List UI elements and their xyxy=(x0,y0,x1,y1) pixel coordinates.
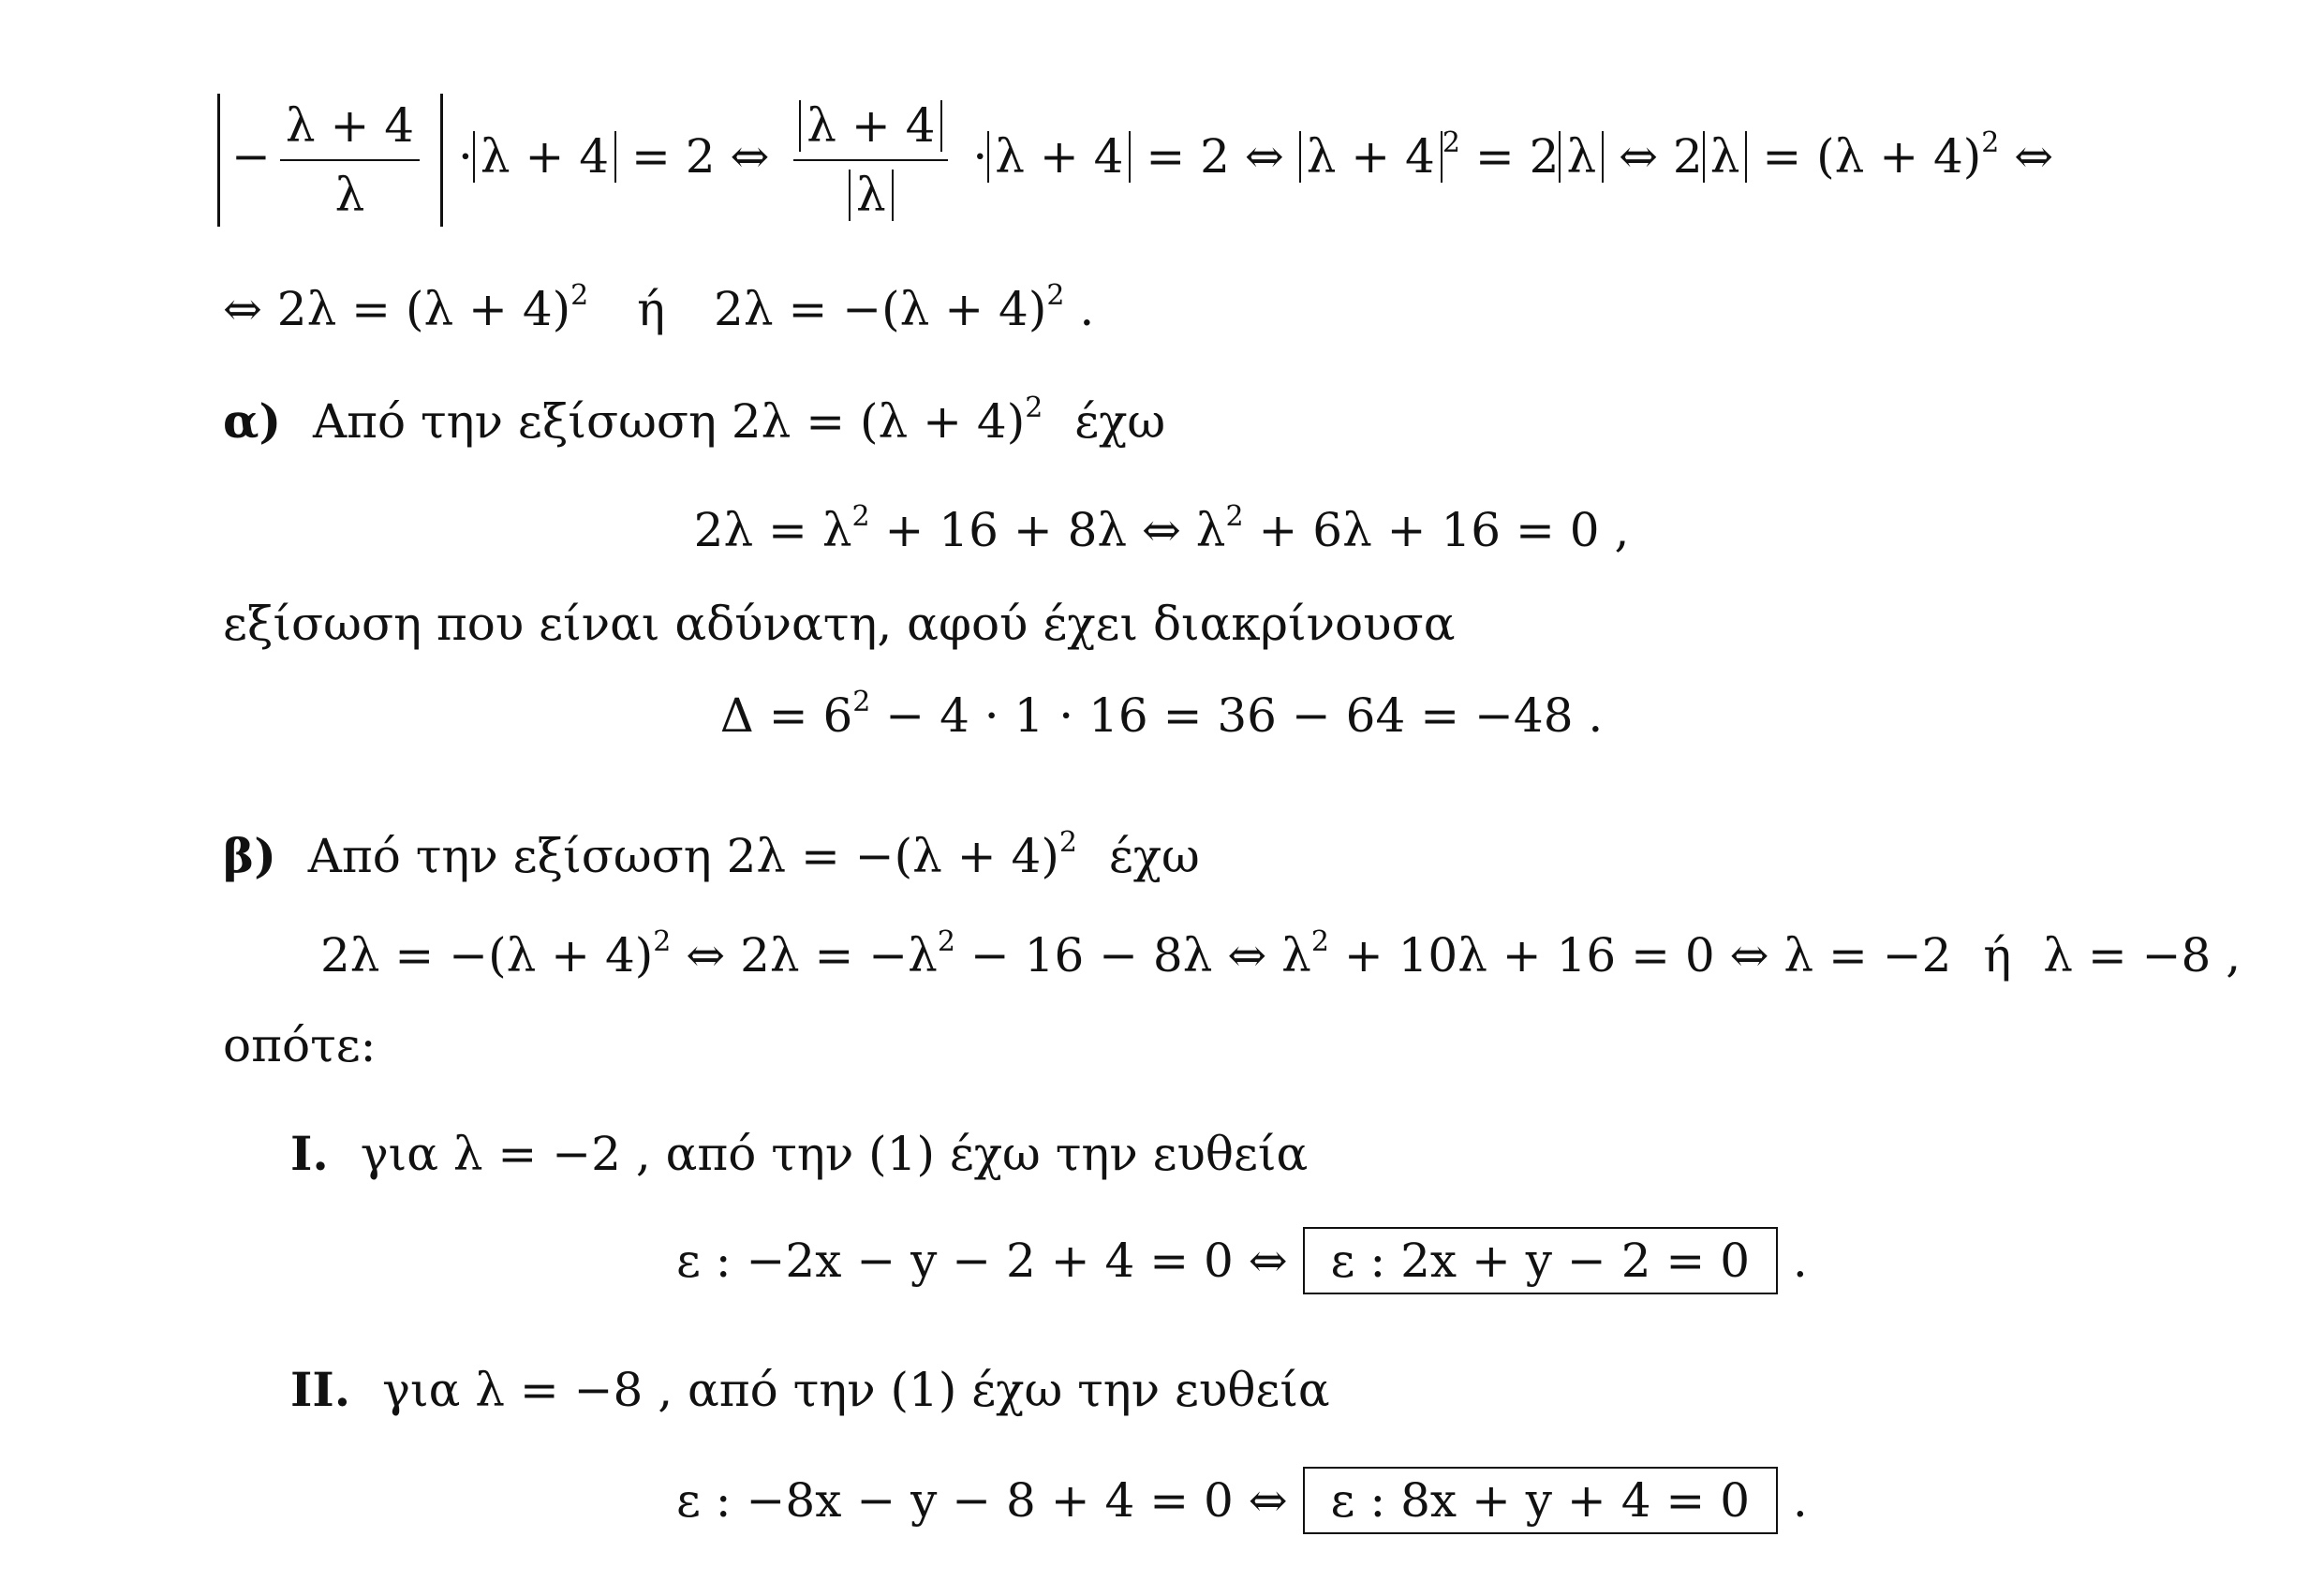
alpha-note: εξίσωση που είναι αδύνατη, αφού έχει διακρίνουσα xyxy=(223,597,1456,651)
alpha-equation: $2\lambda = \lambda^2 + 16 + 8\lambda$ ⇔ $\lambda^2 + 6\lambda + 16 = 0$ , xyxy=(693,500,1630,557)
case-1-result-box: ε : 2x + y − 2 = 0 xyxy=(1303,1227,1778,1294)
case-1-equation: ε : −2x − y − 2 + 4 = 0 ⇔ ε : 2x + y − 2 = 0 . xyxy=(676,1227,1808,1294)
alpha-label: α) xyxy=(223,393,282,449)
beta-so: οπότε: xyxy=(223,1018,377,1072)
case-2-equation: ε : −8x − y − 8 + 4 = 0 ⇔ ε : 8x + y + 4 = 0 . xyxy=(676,1467,1808,1534)
fraction-abs-over-abs: $\frac{\lambda + 4}{\lambda}$ xyxy=(793,97,948,223)
beta-label: β) xyxy=(223,828,276,883)
beta-heading: β) Από την εξίσωση $2\lambda = -(\lambda + 4)^2$ έχω xyxy=(223,826,1200,883)
abs-neg-fraction: − $\frac{\lambda + 4}{\lambda}$ xyxy=(217,94,443,227)
equation-line-1: − $\frac{\lambda + 4}{\lambda}$ · λ + 4 = 2 ⇔ $\frac{\lambda + 4}{\lambda}$ · λ + 4 = 2 ⇔ λ + 4 $^2$ = 2 λ ⇔ 2 $\lambda = (\lambda + 4)^2$ ⇔ xyxy=(217,94,2053,227)
case-1-heading: I. για λ = −2 , από την (1) έχω την ευθεία xyxy=(290,1126,1309,1181)
beta-equation: $2\lambda = -(\lambda + 4)^2$ ⇔ $2\lambda = -\lambda^2 - 16 - 8\lambda$ ⇔ $\lambda^2 + 10\lambda + 16 = 0$ ⇔ λ = −2 ή λ = −8 , xyxy=(320,925,2242,983)
equation-line-2: ⇔ $2\lambda = (\lambda + 4)^2$ ή $2\lambda = -(\lambda + 4)^2$ . xyxy=(223,279,1095,336)
alpha-heading: α) Από την εξίσωση $2\lambda = (\lambda + 4)^2$ έχω xyxy=(223,392,1166,449)
abs-lambda-plus-4: λ + 4 xyxy=(473,131,616,183)
alpha-discriminant: $\Delta = 6^2 - 4 \cdot 1 \cdot 16 = 36 - 64 = -48$ . xyxy=(719,686,1604,743)
case-2-label: II. xyxy=(290,1362,351,1417)
case-1-label: I. xyxy=(290,1126,329,1181)
case-2-heading: II. για λ = −8 , από την (1) έχω την ευθεία xyxy=(290,1362,1330,1417)
case-2-result-box: ε : 8x + y + 4 = 0 xyxy=(1303,1467,1778,1534)
fraction-lambda-plus-4-over-lambda: $\frac{\lambda + 4}{\lambda}$ xyxy=(280,97,420,223)
